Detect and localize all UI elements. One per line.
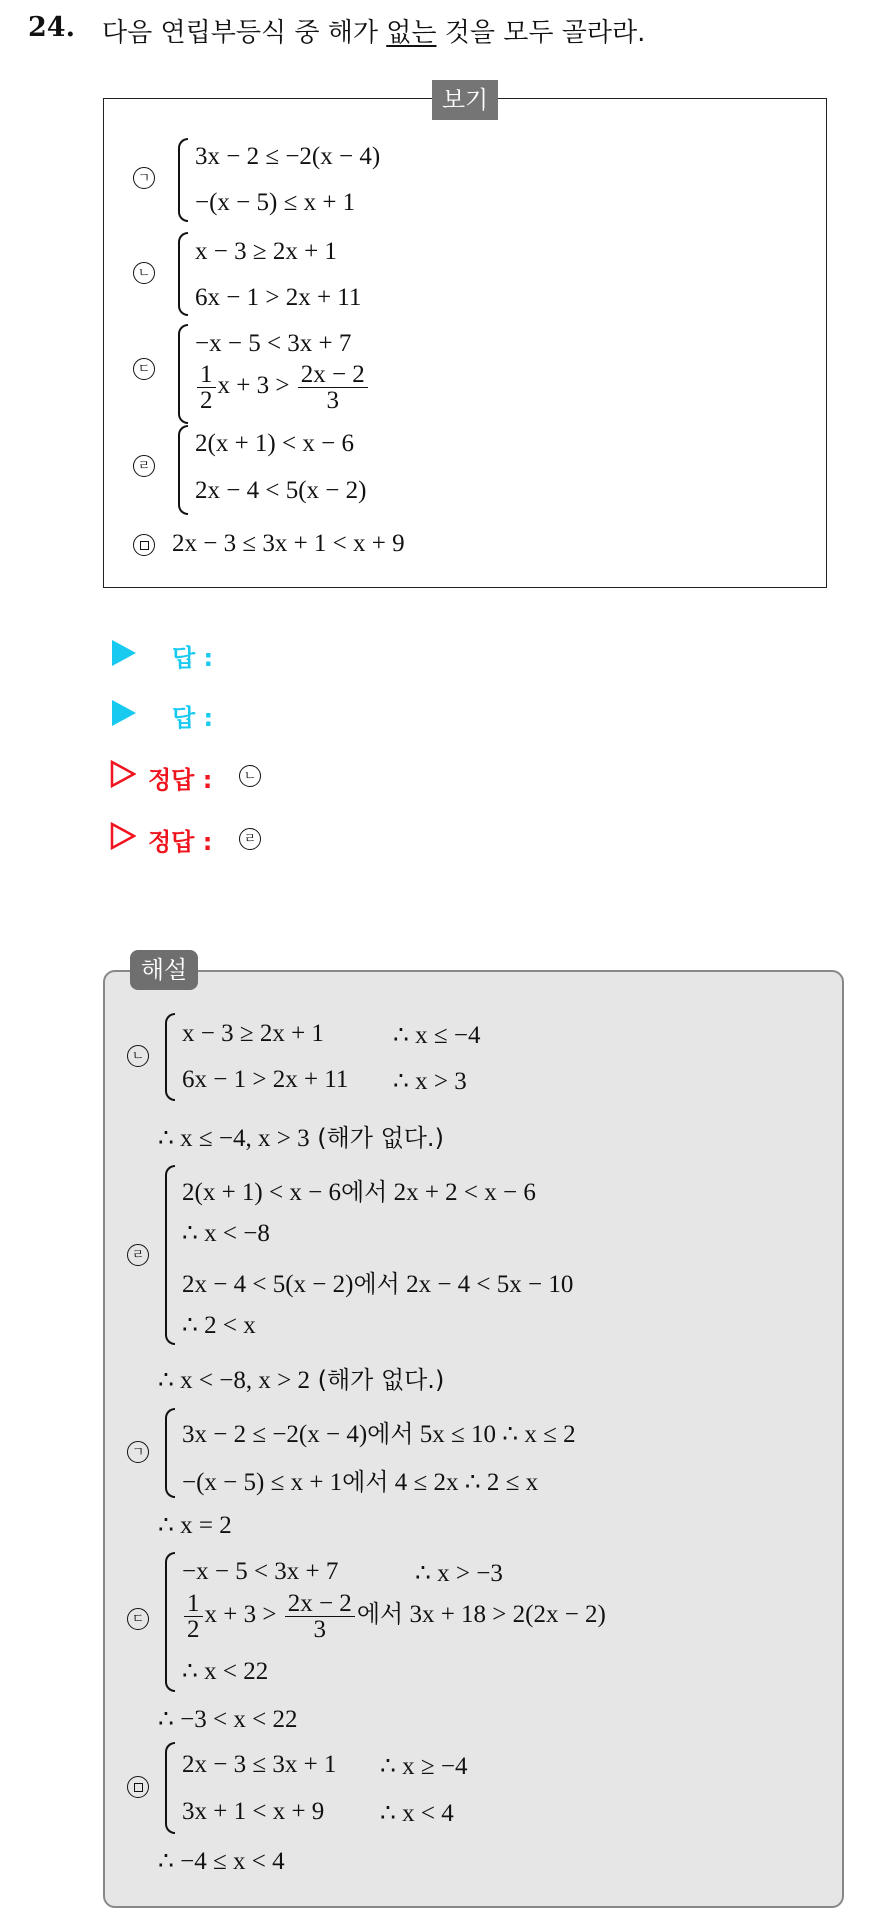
fraction-denominator: 3 (313, 1616, 326, 1643)
solution-conclusion: ∴ x = 2 (158, 1512, 232, 1539)
solution-line: 2x − 3 ≤ 3x + 1 (182, 1751, 337, 1778)
question-text-part: 것을 모두 골라라. (436, 18, 646, 48)
inequality: 2x − 3 ≤ 3x + 1 < x + 9 (172, 530, 405, 557)
question-text-part: 다음 연립부등식 중 해가 (102, 18, 387, 48)
brace-icon (178, 138, 188, 222)
solution-line (182, 1264, 573, 1299)
fraction-numerator: 2x − 2 (285, 1591, 355, 1617)
math-part: x + 3 > (204, 1601, 277, 1629)
solution-line: 6x − 1 > 2x + 11 (182, 1066, 349, 1093)
solution-line: x − 3 ≥ 2x + 1 (182, 1020, 324, 1047)
bogi-label: 보기 (432, 80, 498, 120)
solution-marker: ㄱ (127, 1441, 149, 1463)
solution-conclusion (158, 1118, 444, 1153)
fraction-denominator: 3 (326, 387, 339, 414)
math-part: 2(x + 1) < x − 6 (182, 1179, 341, 1206)
correct-triangle-icon (110, 760, 136, 788)
math-part: 2x − 4 < 5(x − 2) (182, 1271, 354, 1298)
fraction (298, 362, 368, 413)
answer-label: 답 : (172, 704, 214, 732)
solution-line (182, 1414, 576, 1449)
solution-line: ∴ x < 22 (182, 1658, 269, 1685)
question-text (102, 12, 645, 49)
math-part: −(x − 5) ≤ x + 1 (182, 1469, 343, 1496)
math-part: 3x − 2 ≤ −2(x − 4) (182, 1421, 368, 1448)
solution-line: 3x + 1 < x + 9 (182, 1798, 325, 1825)
solution-result: ∴ x ≥ −4 (380, 1753, 468, 1780)
solution-result: ∴ x > −3 (415, 1560, 503, 1587)
solution-result: ∴ x < 4 (380, 1800, 454, 1827)
solution-conclusion (158, 1360, 444, 1395)
inequality: −x − 5 < 3x + 7 (195, 330, 352, 357)
korean-connector: 에서 (342, 1468, 389, 1496)
solution-line-with-fraction (182, 1591, 606, 1642)
inequality: 2(x + 1) < x − 6 (195, 430, 354, 457)
brace-icon (165, 1552, 175, 1692)
conclusion-note: (해가 없다.) (309, 1124, 444, 1152)
item-marker: ㄷ (133, 358, 155, 380)
fraction-denominator: 2 (187, 1616, 200, 1643)
item-marker: ㄴ (133, 262, 155, 284)
fraction-numerator: 2x − 2 (298, 362, 368, 388)
brace-icon (178, 324, 188, 424)
conclusion-note: (해가 없다.) (309, 1366, 445, 1394)
item-marker: ㄹ (133, 455, 155, 477)
fraction-numerator: 1 (197, 362, 216, 388)
correct-answer-label: 정답 : (148, 766, 213, 794)
solution-line (182, 1172, 536, 1207)
math-part: 2x − 4 < 5x − 10 (399, 1271, 574, 1298)
math-part: 4 ≤ 2x ∴ 2 ≤ x (388, 1469, 539, 1496)
conclusion-math: ∴ x < −8, x > 2 (158, 1367, 310, 1394)
correct-answer-marker: ㄹ (239, 828, 261, 850)
korean-connector: 에서 (353, 1270, 400, 1298)
inequality-middle: x + 3 > (217, 372, 290, 400)
answer-triangle-icon (112, 700, 136, 726)
item-marker-square-icon (133, 534, 155, 556)
inequality: −(x − 5) ≤ x + 1 (195, 189, 356, 216)
solution-marker-square-icon (127, 1776, 149, 1798)
inequality: 2x − 4 < 5(x − 2) (195, 477, 367, 504)
math-part: 5x ≤ 10 ∴ x ≤ 2 (413, 1421, 576, 1448)
correct-triangle-icon (110, 822, 136, 850)
solution-marker: ㄴ (127, 1045, 149, 1067)
solution-conclusion: ∴ −4 ≤ x < 4 (158, 1848, 285, 1875)
brace-icon (165, 1013, 175, 1101)
korean-connector: 에서 (367, 1420, 414, 1448)
fraction-denominator: 2 (200, 387, 213, 414)
fraction (184, 1591, 203, 1642)
solution-conclusion: ∴ −3 < x < 22 (158, 1706, 298, 1733)
correct-answer-marker: ㄴ (239, 765, 261, 787)
math-part: 3x + 18 > 2(2x − 2) (403, 1601, 606, 1629)
solution-label: 해설 (130, 950, 198, 990)
korean-connector: 에서 (356, 1600, 404, 1629)
brace-icon (165, 1408, 175, 1498)
question-number: 24. (28, 12, 75, 43)
brace-icon (178, 232, 188, 316)
fraction-numerator: 1 (184, 1591, 203, 1617)
solution-result: ∴ x ≤ −4 (393, 1022, 481, 1049)
solution-line: ∴ 2 < x (182, 1312, 256, 1339)
brace-icon (165, 1165, 175, 1345)
solution-marker: ㄷ (127, 1608, 149, 1630)
solution-line (182, 1462, 538, 1497)
inequality: 3x − 2 ≤ −2(x − 4) (195, 143, 381, 170)
answer-label: 답 : (172, 644, 214, 672)
question-underlined-word: 없는 (386, 18, 437, 48)
solution-line: ∴ x < −8 (182, 1220, 270, 1247)
correct-answer-label: 정답 : (148, 828, 213, 856)
fraction (197, 362, 216, 413)
solution-result: ∴ x > 3 (393, 1068, 467, 1095)
fraction (285, 1591, 355, 1642)
inequality-with-fraction (195, 362, 370, 413)
solution-marker: ㄹ (127, 1244, 149, 1266)
conclusion-math: ∴ x ≤ −4, x > 3 (158, 1125, 310, 1152)
item-marker: ㄱ (133, 167, 155, 189)
brace-icon (165, 1742, 175, 1834)
korean-connector: 에서 (340, 1178, 388, 1206)
answer-triangle-icon (112, 640, 136, 666)
brace-icon (178, 425, 188, 515)
inequality: 6x − 1 > 2x + 11 (195, 284, 362, 311)
math-part: 2x + 2 < x − 6 (387, 1179, 536, 1206)
inequality: x − 3 ≥ 2x + 1 (195, 238, 337, 265)
solution-line: −x − 5 < 3x + 7 (182, 1558, 339, 1585)
